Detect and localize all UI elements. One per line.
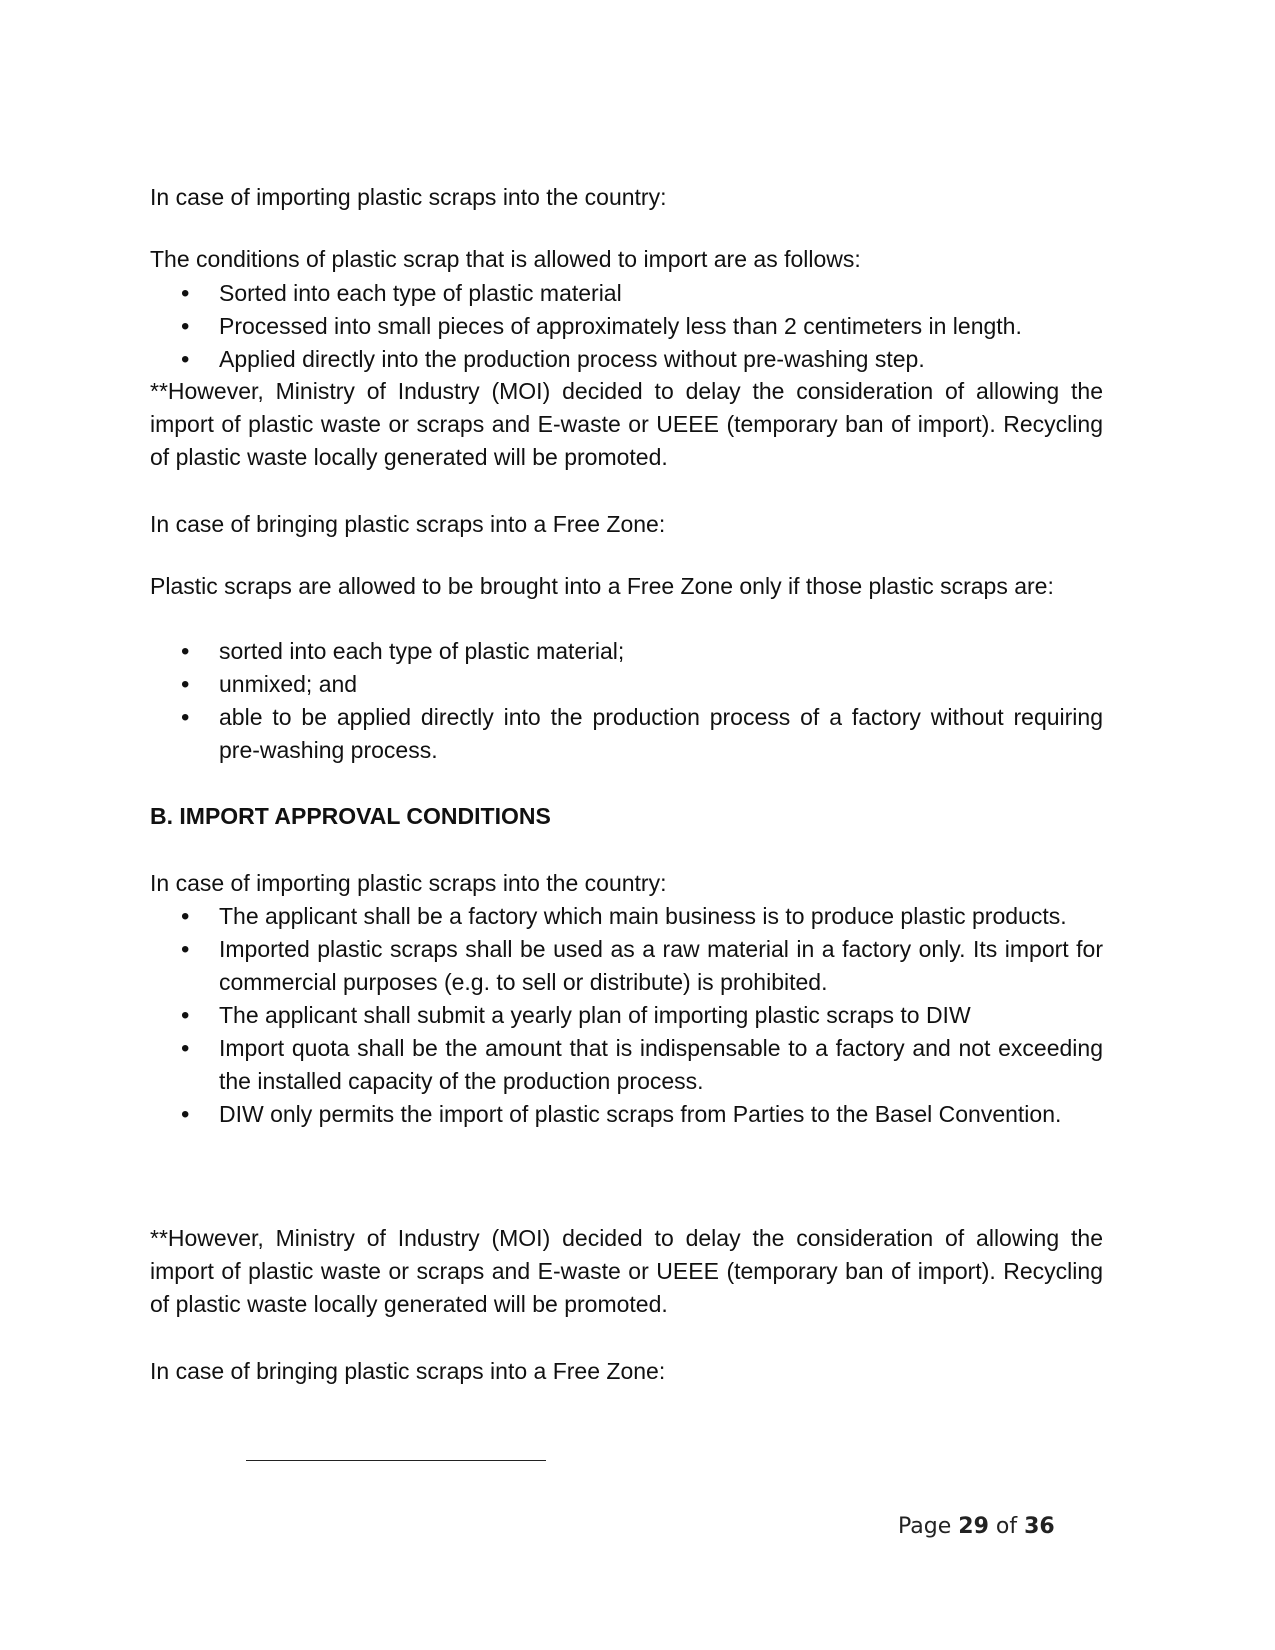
list-item: • Sorted into each type of plastic material <box>150 277 1103 310</box>
page-current: 29 <box>958 1514 989 1539</box>
approval-conditions-list <box>150 900 1103 1131</box>
list-item: • The applicant shall submit a yearly plan of importing plastic scraps to DIW <box>150 999 1103 1032</box>
page-number <box>898 1514 1055 1539</box>
free-zone-intro-text-2: In case of bringing plastic scraps into a Free Zone: <box>150 1358 666 1384</box>
page-of-label: of <box>995 1514 1018 1539</box>
list-item: • The applicant shall be a factory which main business is to produce plastic products. <box>150 900 1103 933</box>
list-item: • Import quota shall be the amount that is indispensable to a factory and not exceeding the installed capacity of the production process. <box>150 1032 1103 1098</box>
approval-intro-text: In case of importing plastic scraps into the country: <box>150 870 667 896</box>
page-label: Page <box>898 1514 952 1539</box>
free-zone-conditions-list <box>150 635 1103 767</box>
list-item: • sorted into each type of plastic material; <box>150 635 1103 668</box>
footnote-separator <box>246 1460 546 1461</box>
list-item: • unmixed; and <box>150 668 1103 701</box>
page-total: 36 <box>1024 1514 1055 1539</box>
list-item: • DIW only permits the import of plastic scraps from Parties to the Basel Convention. <box>150 1098 1103 1131</box>
list-item: • Imported plastic scraps shall be used as a raw material in a factory only. Its import for commercial purposes (e.g. to sell or distribute) is prohibited. <box>150 933 1103 999</box>
list-item: • Applied directly into the production process without pre-washing step. <box>150 343 1103 376</box>
moi-note-paragraph-2: **However, Ministry of Industry (MOI) decided to delay the consideration of allowing the import of plastic waste or scraps and E-waste or UEEE (temporary ban of import). Recycling of plastic waste locally generated will be promoted. <box>150 1225 1103 1317</box>
list-item: • able to be applied directly into the production process of a factory without requiring pre-washing process. <box>150 701 1103 767</box>
list-item: • Processed into small pieces of approximately less than 2 centimeters in length. <box>150 310 1103 343</box>
import-intro-text: In case of importing plastic scraps into the country: <box>150 184 667 210</box>
import-conditions-list <box>150 277 1103 376</box>
free-zone-intro-text: In case of bringing plastic scraps into a Free Zone: <box>150 511 666 537</box>
section-heading: B. IMPORT APPROVAL CONDITIONS <box>150 803 551 829</box>
conditions-intro-text: The conditions of plastic scrap that is allowed to import are as follows: <box>150 246 861 272</box>
moi-note-paragraph: **However, Ministry of Industry (MOI) decided to delay the consideration of allowing the import of plastic waste or scraps and E-waste or UEEE (temporary ban of import). Recycling of plastic waste locally generated will be promoted. <box>150 378 1103 470</box>
free-zone-body-paragraph: Plastic scraps are allowed to be brought into a Free Zone only if those plastic scraps are: <box>150 573 1054 599</box>
